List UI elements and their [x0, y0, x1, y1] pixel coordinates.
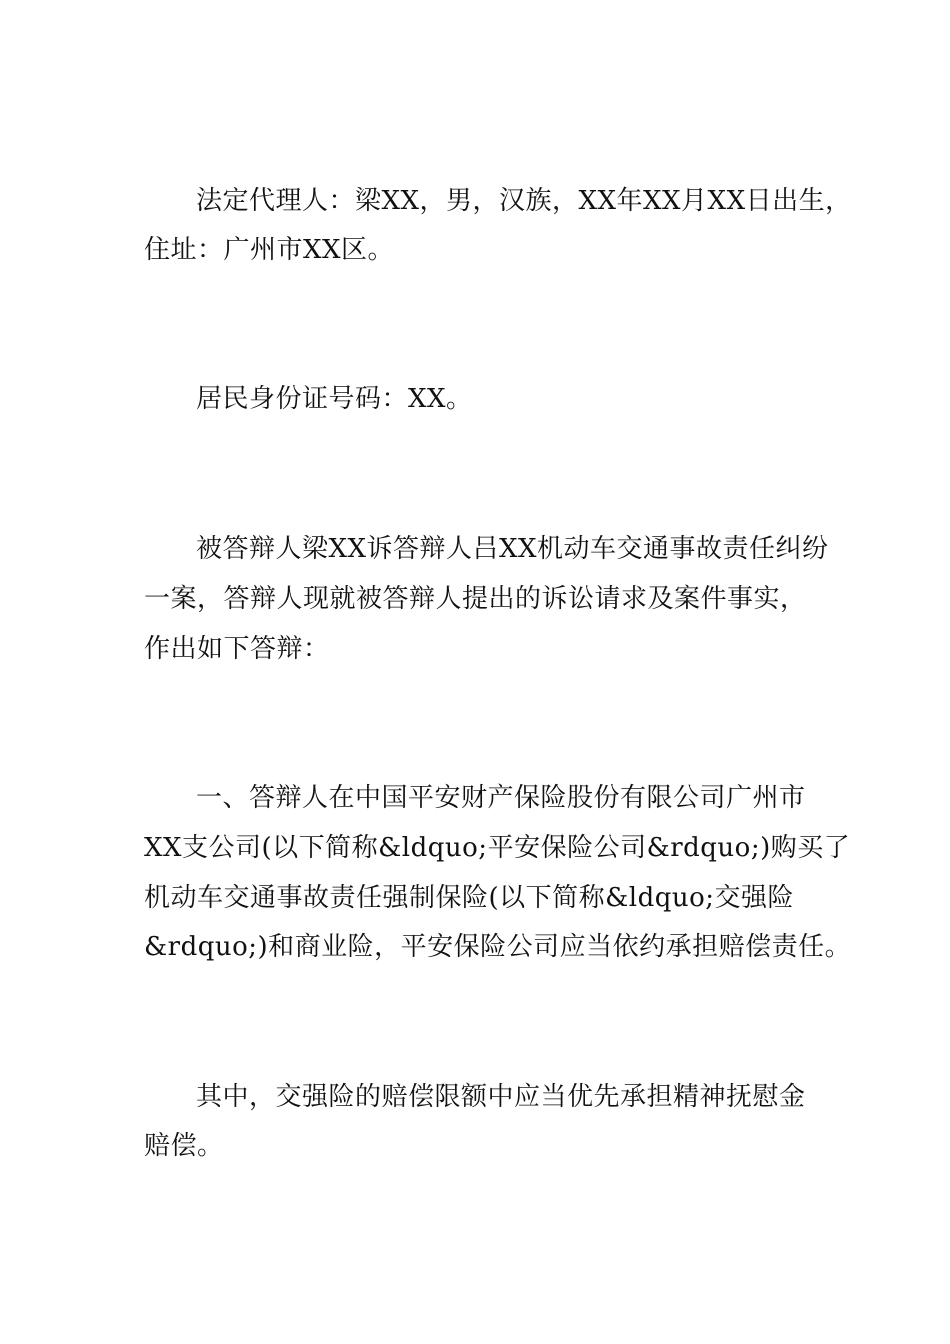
paragraph-line: 一、答辩人在中国平安财产保险股份有限公司广州市: [196, 783, 806, 813]
paragraph-line: 居民身份证号码：XX。: [196, 384, 473, 414]
paragraph-line: 一案，答辩人现就被答辩人提出的诉讼请求及案件事实，: [144, 584, 807, 614]
paragraph-line: 被答辩人梁XX诉答辩人吕XX机动车交通事故责任纠纷: [196, 534, 829, 564]
paragraph-line: 法定代理人：梁XX，男，汉族，XX年XX月XX日出生，: [196, 186, 852, 216]
paragraph-line: 住址：广州市XX区。: [144, 235, 395, 265]
paragraph-line: 赔偿。: [144, 1131, 224, 1161]
paragraph-line: 机动车交通事故责任强制保险(以下简称&ldquo;交强险: [144, 883, 795, 913]
paragraph-line: 其中，交强险的赔偿限额中应当优先承担精神抚慰金: [196, 1082, 806, 1112]
paragraph-line: XX支公司(以下简称&ldquo;平安保险公司&rdquo;)购买了: [144, 833, 851, 863]
paragraph-line: &rdquo;)和商业险，平安保险公司应当依约承担赔偿责任。: [144, 932, 852, 962]
paragraph-line: 作出如下答辩：: [144, 634, 330, 664]
